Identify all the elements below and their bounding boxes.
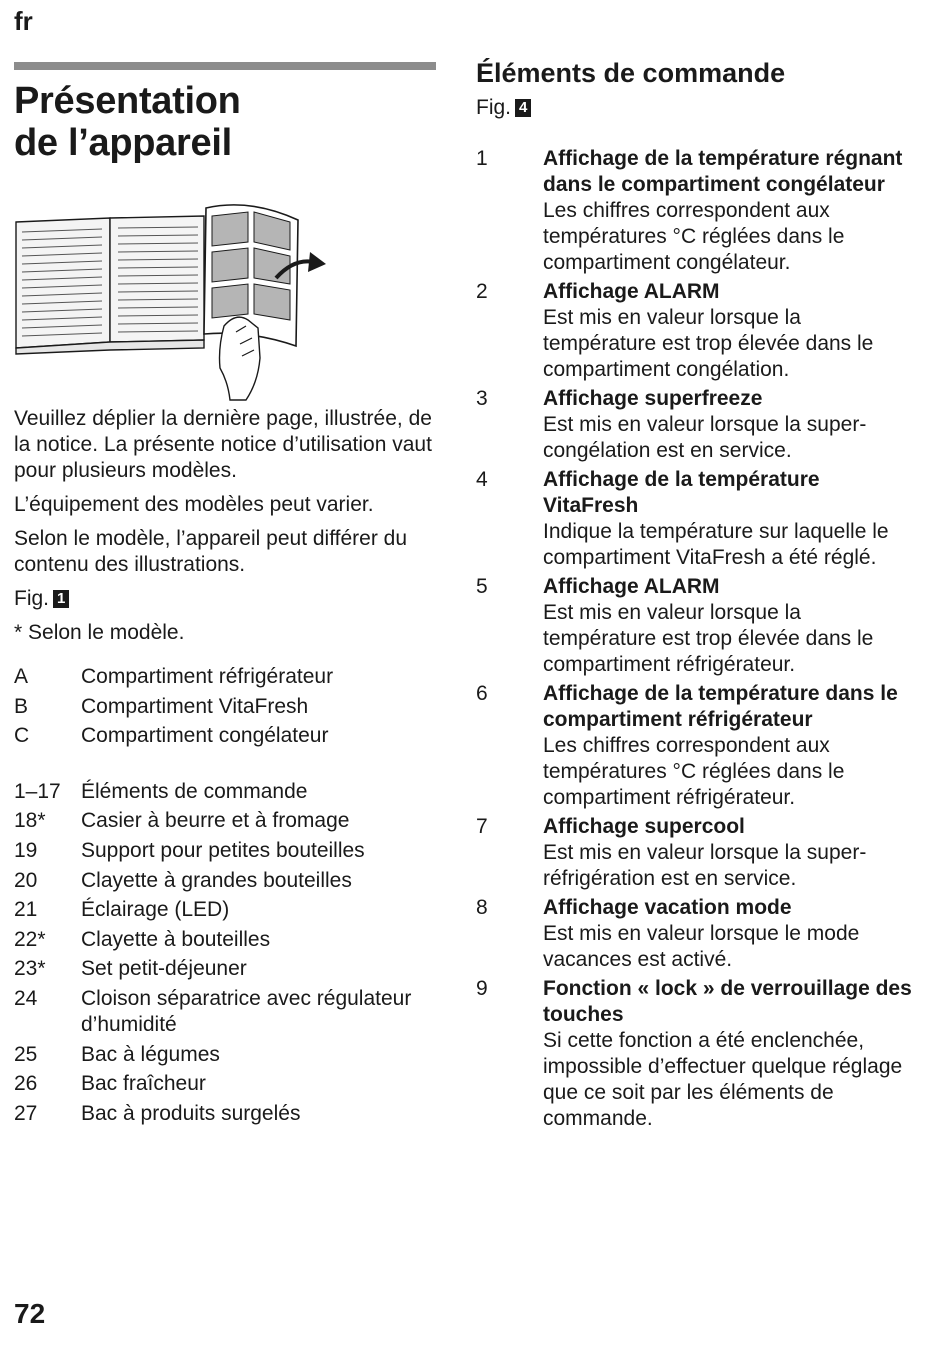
legend-text: Clayette à bouteilles bbox=[81, 927, 271, 951]
legend-code: 1–17 bbox=[14, 779, 61, 803]
legend-text: Bac fraîcheur bbox=[81, 1072, 206, 1096]
legend-code: 26 bbox=[14, 1072, 38, 1096]
control-item bbox=[476, 386, 916, 464]
figure-reference bbox=[476, 96, 916, 120]
intro-paragraph: Veuillez déplier la dernière page, illustrée, de la notice. La présente notice d’utilisation vaut pour plusieurs modèles. bbox=[14, 407, 432, 482]
control-item bbox=[476, 467, 916, 571]
control-number: 8 bbox=[476, 896, 488, 919]
legend-row bbox=[14, 664, 444, 690]
control-item bbox=[476, 814, 916, 892]
legend-text: Set petit-déjeuner bbox=[81, 957, 247, 981]
legend-row bbox=[14, 1101, 444, 1127]
control-heading: Affichage ALARM bbox=[543, 280, 720, 303]
control-description: Indique la température sur laquelle le compartiment VitaFresh a été réglé. bbox=[543, 520, 889, 569]
control-heading: Affichage de la température VitaFresh bbox=[543, 468, 820, 517]
legend-row bbox=[14, 1042, 444, 1068]
control-description: Est mis en valeur lorsque le mode vacances est activé. bbox=[543, 922, 860, 971]
control-heading: Affichage ALARM bbox=[543, 575, 720, 598]
control-heading: Affichage superfreeze bbox=[543, 387, 763, 410]
legend-row bbox=[14, 838, 444, 864]
control-item bbox=[476, 681, 916, 811]
control-number: 1 bbox=[476, 147, 488, 170]
controls-title: Éléments de commande bbox=[476, 58, 786, 88]
control-number: 6 bbox=[476, 682, 488, 705]
legend-code: 23* bbox=[14, 957, 46, 981]
control-description: Est mis en valeur lorsque la température est trop élevée dans le compartiment réfrigérateur. bbox=[543, 601, 874, 676]
legend-code: 25 bbox=[14, 1042, 38, 1066]
legend-row bbox=[14, 1071, 444, 1097]
control-number: 7 bbox=[476, 815, 488, 838]
legend-code: 22* bbox=[14, 927, 46, 951]
legend-code: B bbox=[14, 694, 29, 718]
control-heading: Affichage supercool bbox=[543, 815, 745, 838]
model-note: * Selon le modèle. bbox=[14, 621, 185, 644]
page-title-line-1: Présentation bbox=[14, 80, 241, 122]
control-heading: Affichage de la température régnant dans le compartiment congélateur bbox=[543, 147, 903, 196]
legend-text: Support pour petites bouteilles bbox=[81, 838, 365, 862]
legend-row bbox=[14, 927, 444, 953]
control-heading: Affichage vacation mode bbox=[543, 896, 792, 919]
legend-row bbox=[14, 808, 444, 834]
intro-paragraph: Selon le modèle, l’appareil peut différer du contenu des illustrations. bbox=[14, 527, 408, 576]
control-description: Les chiffres correspondent aux températures °C réglées dans le compartiment congélateur. bbox=[543, 199, 845, 274]
figure-reference bbox=[14, 586, 444, 612]
control-heading: Fonction « lock » de verrouillage des touches bbox=[543, 977, 912, 1026]
intro-paragraph: L’équipement des modèles peut varier. bbox=[14, 493, 374, 516]
section-rule bbox=[14, 62, 436, 70]
page-title-line-2: de l’appareil bbox=[14, 122, 232, 164]
controls-list bbox=[476, 146, 916, 1132]
figure-number-badge: 4 bbox=[515, 99, 531, 117]
legend-text: Bac à produits surgelés bbox=[81, 1101, 301, 1125]
page-number: 72 bbox=[14, 1298, 46, 1329]
legend-list bbox=[14, 664, 444, 1130]
legend-text: Compartiment VitaFresh bbox=[81, 694, 309, 718]
figure-prefix: Fig. bbox=[476, 96, 512, 119]
legend-text: Cloison séparatrice avec régulateur d’humidité bbox=[81, 986, 412, 1036]
control-description: Est mis en valeur lorsque la température est trop élevée dans le compartiment congélation. bbox=[543, 306, 874, 381]
control-number: 5 bbox=[476, 575, 488, 598]
control-number: 4 bbox=[476, 468, 488, 491]
legend-row bbox=[14, 779, 444, 805]
legend-code: 20 bbox=[14, 868, 38, 892]
legend-code: 18* bbox=[14, 809, 46, 833]
legend-text: Compartiment réfrigérateur bbox=[81, 665, 334, 688]
legend-text: Compartiment congélateur bbox=[81, 724, 329, 748]
figure-number-badge: 1 bbox=[53, 590, 69, 608]
legend-text: Éclairage (LED) bbox=[81, 898, 230, 922]
control-number: 2 bbox=[476, 280, 488, 303]
legend-code: 19 bbox=[14, 838, 38, 862]
control-number: 3 bbox=[476, 387, 488, 410]
legend-row bbox=[14, 723, 444, 749]
control-item bbox=[476, 976, 916, 1132]
legend-text: Bac à légumes bbox=[81, 1042, 220, 1066]
legend-code: 24 bbox=[14, 986, 38, 1010]
legend-code: A bbox=[14, 665, 29, 688]
control-description: Est mis en valeur lorsque la super-réfrigération est en service. bbox=[543, 841, 867, 890]
legend-row bbox=[14, 986, 444, 1038]
legend-text: Éléments de commande bbox=[81, 779, 308, 803]
legend-row bbox=[14, 694, 444, 720]
legend-code: C bbox=[14, 724, 30, 748]
control-item bbox=[476, 574, 916, 678]
language-code: fr bbox=[14, 6, 33, 36]
control-item bbox=[476, 895, 916, 973]
legend-row bbox=[14, 868, 444, 894]
legend-text: Casier à beurre et à fromage bbox=[81, 809, 350, 833]
intro-text bbox=[14, 406, 444, 654]
control-description: Est mis en valeur lorsque la super-congélation est en service. bbox=[543, 413, 867, 462]
control-description: Les chiffres correspondent aux températures °C réglées dans le compartiment réfrigérateur. bbox=[543, 734, 845, 809]
legend-row bbox=[14, 956, 444, 982]
control-item bbox=[476, 279, 916, 383]
control-description: Si cette fonction a été enclenchée, impossible d’effectuer quelque réglage que ce soit par les éléments de commande. bbox=[543, 1029, 903, 1130]
legend-code: 27 bbox=[14, 1101, 38, 1125]
controls-section bbox=[476, 56, 916, 1135]
control-number: 9 bbox=[476, 977, 488, 1000]
legend-spacer bbox=[14, 753, 444, 779]
control-heading: Affichage de la température dans le compartiment réfrigérateur bbox=[543, 682, 898, 731]
unfold-manual-illustration bbox=[14, 198, 334, 402]
legend-text: Clayette à grandes bouteilles bbox=[81, 868, 352, 892]
figure-prefix: Fig. bbox=[14, 587, 50, 610]
legend-code: 21 bbox=[14, 898, 38, 922]
page-title bbox=[14, 80, 241, 164]
control-item bbox=[476, 146, 916, 276]
legend-row bbox=[14, 897, 444, 923]
